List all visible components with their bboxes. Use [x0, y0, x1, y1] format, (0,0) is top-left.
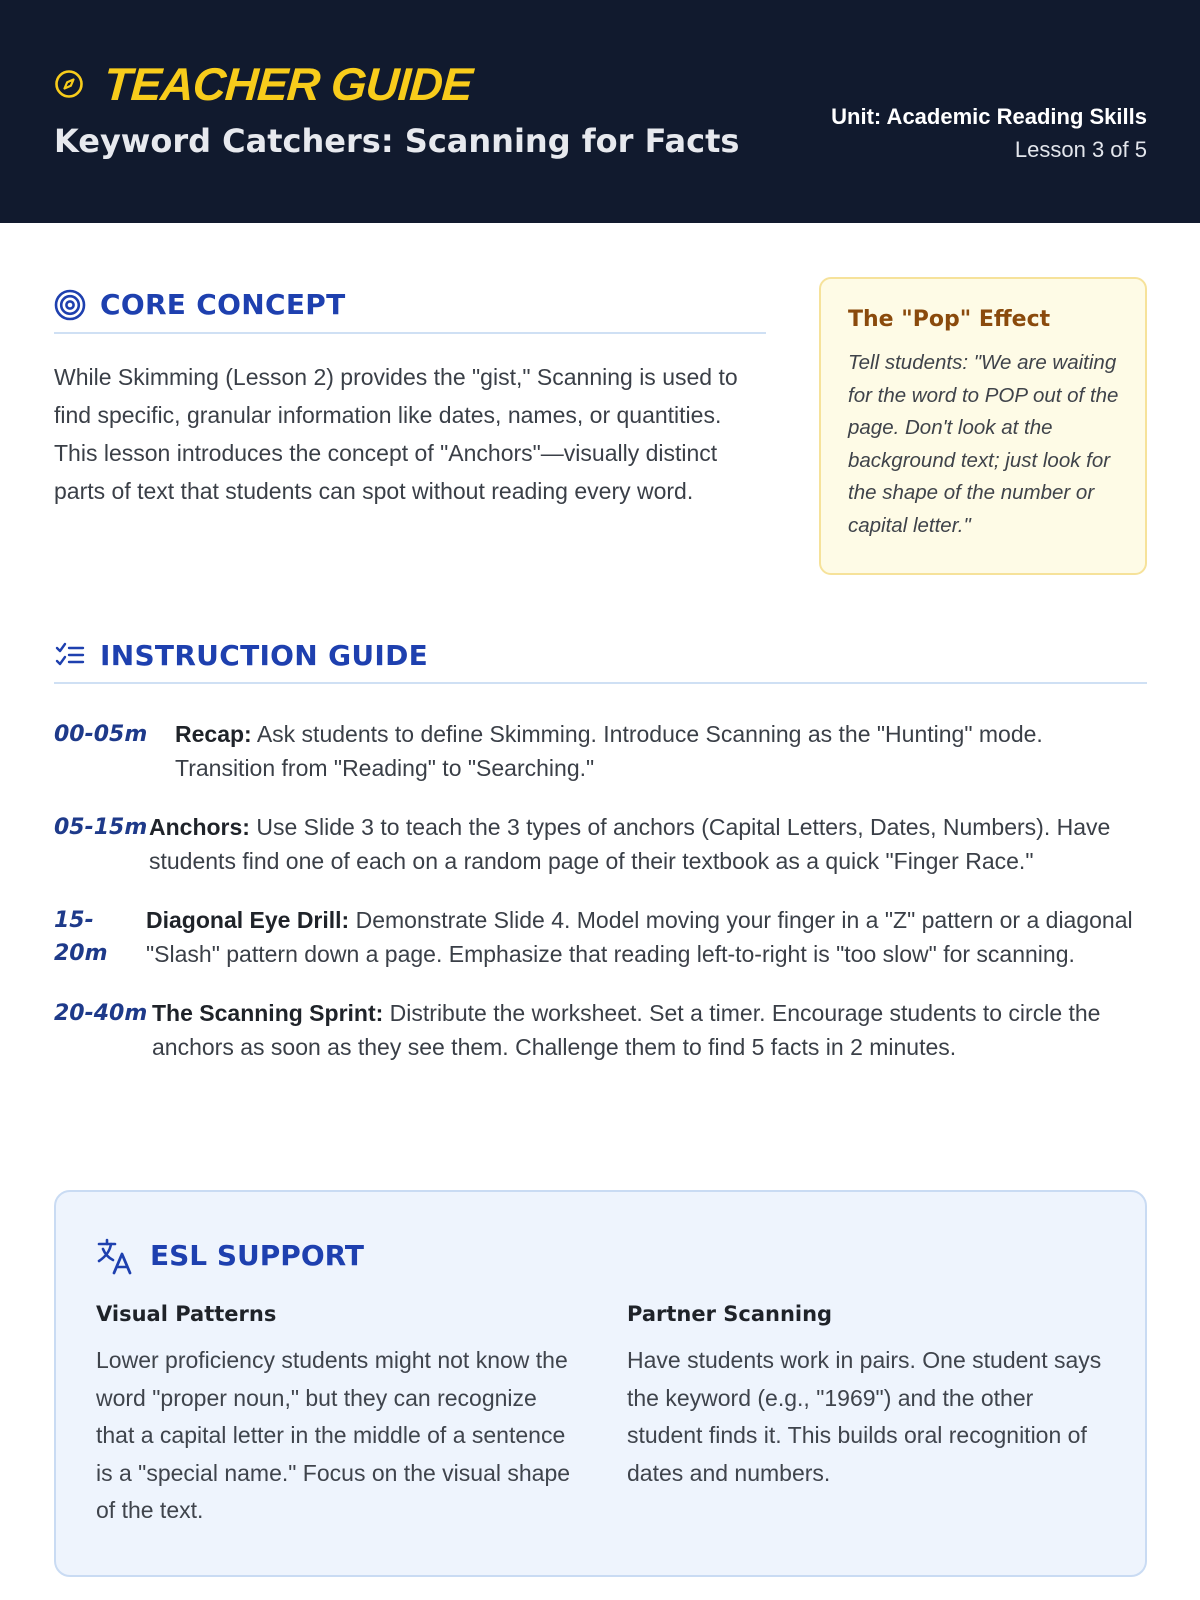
- unit-label: Unit: Academic Reading Skills: [831, 104, 1147, 129]
- lesson-label: Lesson 3 of 5: [1014, 137, 1147, 162]
- step-description: [149, 811, 1147, 878]
- step-description: [152, 997, 1147, 1064]
- step-label: Anchors:: [149, 814, 250, 840]
- step-time: 05-15m: [54, 815, 148, 840]
- step-description: [146, 904, 1147, 971]
- instruction-guide-title: INSTRUCTION GUIDE: [100, 639, 429, 672]
- step-row: [54, 718, 1147, 785]
- core-concept-body: While Skimming (Lesson 2) provides the "gist," Scanning is used to find specific, granular information like dates, names, or quantities. This lesson introduces the concept of "Anchors"—visually distinct parts of text that students can spot without reading every word.: [54, 364, 738, 504]
- instruction-guide-heading: [54, 630, 1147, 684]
- step-time: 20-40m: [54, 1001, 148, 1026]
- esl-support-title: ESL SUPPORT: [150, 1239, 365, 1272]
- compass-icon: [54, 69, 84, 99]
- step-text: Distribute the worksheet. Set a timer. Encourage students to circle the anchors as soon as they see them. Challenge them to find 5 facts in 2 minutes.: [152, 1000, 1101, 1060]
- target-icon: [54, 289, 86, 321]
- brand-title: TEACHER GUIDE: [102, 58, 474, 110]
- step-row: [54, 811, 1147, 878]
- esl-column-partner-scanning: [627, 1298, 1107, 1492]
- page-header: [0, 0, 1200, 223]
- core-concept-heading: [54, 278, 766, 334]
- page-subtitle: Keyword Catchers: Scanning for Facts: [54, 122, 740, 160]
- esl-column-visual-patterns: [96, 1298, 576, 1530]
- step-row: [54, 904, 1147, 971]
- step-text: Demonstrate Slide 4. Model moving your finger in a "Z" pattern or a diagonal "Slash" pattern down a page. Emphasize that reading left-to-right is "too slow" for scanning.: [146, 907, 1133, 967]
- pop-effect-card: [819, 277, 1147, 575]
- esl-column-title: Partner Scanning: [627, 1302, 833, 1326]
- step-label: Recap:: [175, 721, 252, 747]
- esl-column-title: Visual Patterns: [96, 1302, 277, 1326]
- step-label: The Scanning Sprint:: [152, 1000, 384, 1026]
- step-text: Use Slide 3 to teach the 3 types of anchors (Capital Letters, Dates, Numbers). Have students find one of each on a random page of their textbook as a quick "Finger Race.": [149, 814, 1111, 874]
- unit-info: [831, 100, 1147, 166]
- pop-effect-text: Tell students: "We are waiting for the word to POP out of the page. Don't look at the background text; just look for the shape of the number or capital letter.": [848, 351, 1119, 537]
- step-time: 00-05m: [54, 722, 148, 747]
- esl-column-text: Lower proficiency students might not know the word "proper noun," but they can recognize that a capital letter in the middle of a sentence is a "special name." Focus on the visual shape of the text.: [96, 1347, 571, 1523]
- step-row: [54, 997, 1147, 1064]
- step-description: [175, 718, 1147, 785]
- core-concept-title: CORE CONCEPT: [100, 288, 346, 321]
- pop-effect-title: The "Pop" Effect: [848, 307, 1051, 332]
- step-time: 15-20m: [54, 908, 108, 966]
- brand: [54, 58, 472, 110]
- step-text: Ask students to define Skimming. Introduce Scanning as the "Hunting" mode. Transition from "Reading" to "Searching.": [175, 721, 1043, 781]
- instruction-steps: [54, 718, 1147, 1090]
- esl-column-text: Have students work in pairs. One student says the keyword (e.g., "1969") and the other student finds it. This builds oral recognition of dates and numbers.: [627, 1347, 1102, 1486]
- translate-icon: [96, 1237, 134, 1275]
- checklist-icon: [54, 640, 86, 672]
- step-label: Diagonal Eye Drill:: [146, 907, 350, 933]
- esl-support-heading: [96, 1236, 364, 1276]
- esl-support-card: [54, 1190, 1147, 1577]
